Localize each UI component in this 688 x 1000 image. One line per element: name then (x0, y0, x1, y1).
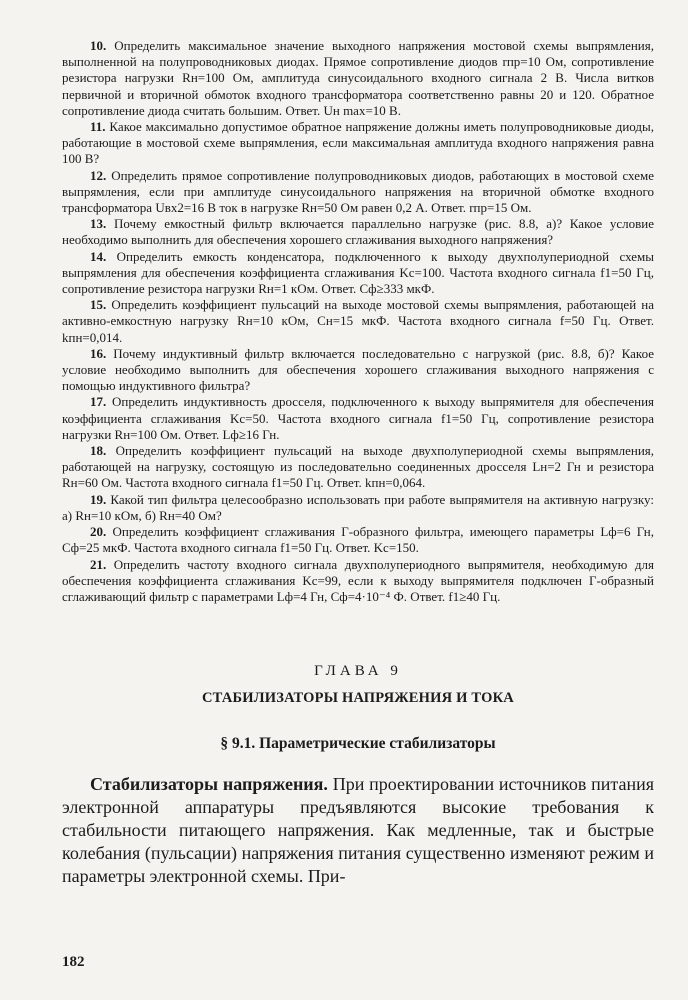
problem-10 (62, 38, 654, 119)
page-content (62, 38, 654, 906)
problem-text: Определить емкость конденсатора, подключенного к выходу двухполупериодной схемы выпрямления для обеспечения коэффициента сглаживания Kс=100. Частота входного сигнала f1=50 Гц, сопротивление резистора нагрузки Rн=1 кОм. Ответ. Cф≥333 мкФ. (62, 248, 655, 297)
problem-17 (62, 394, 654, 443)
problem-13 (62, 216, 654, 248)
problem-15 (62, 297, 654, 346)
problem-text: Почему индуктивный фильтр включается последовательно с нагрузкой (рис. 8.8, б)? Какое условие необходимо выполнить для обеспечения хорошего сглаживания выходного напряжения с помощью индуктивного фильтра? (62, 345, 654, 394)
paragraph-text: При проектировании источников питания электронной аппаратуры предъявляются высокие требования к стабильности питающего напряжения. Как медленные, так и быстрые колебания (пульсации) напряжения питания существенно изменяют режим и параметры электронной схемы. При- (62, 774, 654, 887)
problem-20 (62, 524, 654, 556)
chapter-title: СТАБИЛИЗАТОРЫ НАПРЯЖЕНИЯ И ТОКА (202, 690, 514, 707)
problem-number: 12. (90, 167, 107, 183)
problem-text: Определить индуктивность дросселя, подключенного к выходу выпрямителя для обеспечения коэффициента сглаживания Kс=50. Частота входного сигнала f1=50 Гц, сопротивление резистора нагрузки Rн=100 Ом. Ответ. Lф≥16 Гн. (62, 394, 655, 442)
problem-text: Определить коэффициент пульсаций на выходе двухполупериодной схемы выпрямления, работающей на нагрузку, состоящую из последовательно соединенных дросселя Lн=2 Гн и резистора Rн=60 Ом. Частота входного сигнала f1=50 Гц. Ответ. kпн=0,064. (62, 443, 655, 491)
problem-number: 20. (90, 524, 107, 540)
problem-text: Определить максимальное значение выходного напряжения мостовой схемы выпрямления, выполненной на полупроводниковых диодах. Прямое сопротивление диодов rпр=10 Ом, сопротивление резистора нагрузки Rн=100 Ом, амплитуда синусоидального входного сигнала 2 В. Числа витков первичной и вторичной обмоток входного трансформатора соответственно равны 20 и 120. Обратное сопротивление диода считать большим. Ответ. Uн max=10 В. (62, 38, 654, 118)
problem-number: 10. (90, 38, 107, 53)
problem-number: 15. (90, 297, 107, 313)
body-paragraph (62, 773, 654, 888)
problem-text: Определить коэффициент пульсаций на выходе мостовой схемы выпрямления, работающей на активно-емкостную нагрузку Rн=10 кОм, Cн=15 мкФ. Частота входного сигнала f=50 Гц. Ответ. kпн=0,014. (62, 297, 654, 345)
problem-11 (62, 119, 654, 168)
problem-19 (62, 492, 654, 524)
paragraph-lead: Стабилизаторы напряжения. (90, 774, 328, 795)
problem-number: 18. (90, 443, 107, 459)
problems-list (62, 38, 654, 605)
problem-text: Определить коэффициент сглаживания Г-образного фильтра, имеющего параметры Lф=6 Гн, Cф=25 мкФ. Частота входного сигнала f1=50 Гц. Ответ. Kс=150. (62, 524, 654, 556)
problem-text: Почему емкостный фильтр включается параллельно нагрузке (рис. 8.8, а)? Какое условие необходимо выполнить для обеспечения хорошего сглаживания выходного напряжения? (62, 216, 655, 248)
section-title: § 9.1. Параметрические стабилизаторы (220, 735, 496, 753)
problem-18 (62, 443, 654, 492)
problem-text: Какой тип фильтра целесообразно использовать при работе выпрямителя на активную нагрузку: а) Rн=10 кОм, б) Rн=40 Ом? (62, 491, 654, 523)
problem-12 (62, 168, 654, 217)
problem-14 (62, 249, 654, 298)
chapter-label: ГЛАВА 9 (314, 663, 402, 680)
problem-text: Определить частоту входного сигнала двухполупериодного выпрямителя, необходимую для обеспечения коэффициента сглаживания Kс=99, если к выходу выпрямителя подключен Г-образный сглаживающий фильтр с параметрами Lф=4 Гн, Cф=4·10⁻⁴ Ф. Ответ. f1≥40 Гц. (62, 556, 654, 604)
problem-number: 14. (90, 248, 107, 264)
problem-number: 17. (90, 394, 107, 410)
problem-number: 13. (90, 216, 107, 232)
problem-number: 11. (90, 119, 106, 135)
problem-21 (62, 557, 654, 606)
problem-number: 21. (90, 556, 107, 572)
page-number: 182 (62, 954, 85, 970)
problem-number: 16. (90, 345, 107, 361)
problem-text: Какое максимально допустимое обратное напряжение должны иметь полупроводниковые диоды, работающие в мостовой схеме выпрямления, если максимальная амплитуда входного напряжения равна 100 В? (62, 119, 654, 167)
problem-text: Определить прямое сопротивление полупроводниковых диодов, работающих в мостовой схеме выпрямления, если при амплитуде синусоидального напряжения на вторичной обмотке входного трансформатора Uвх2=16 В ток в нагрузке Rн=50 Ом равен 0,2 А. Ответ. rпр=15 Ом. (62, 167, 654, 216)
problem-16 (62, 346, 654, 395)
problem-number: 19. (90, 491, 107, 507)
